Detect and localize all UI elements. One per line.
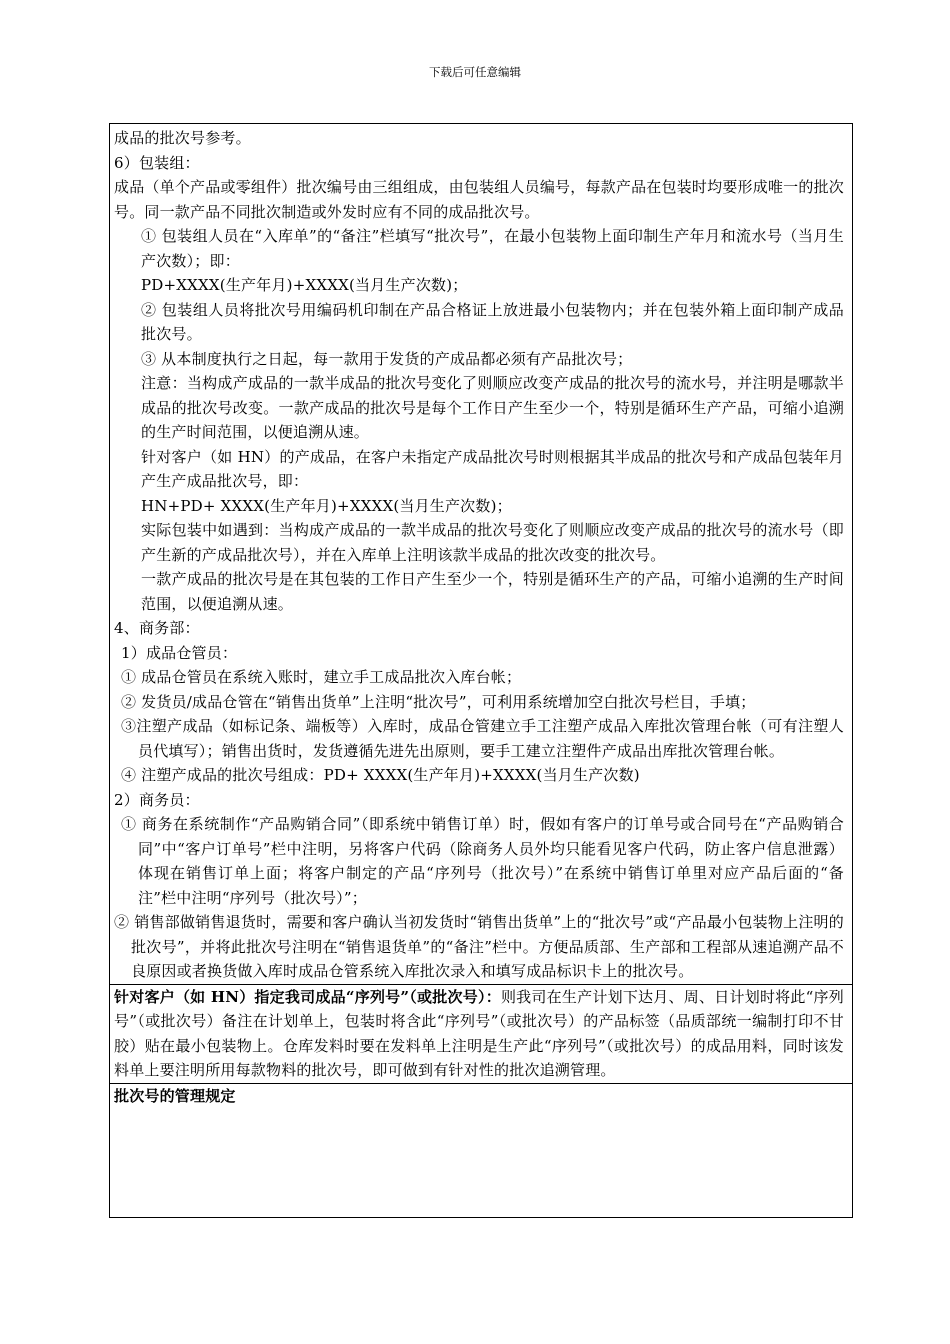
page-header: 下载后可任意编辑: [429, 65, 521, 79]
paragraph: ③ 从本制度执行之日起，每一款用于发货的产成品都必须有产品批次号；: [141, 349, 633, 368]
text-line: 成品的批次号参考。: [114, 129, 251, 147]
section-heading: 4、商务部：: [114, 619, 200, 637]
paragraph: 成品（单个产品或零组件）批次编号由三组组成，由包装组人员编号，每款产品在包装时均要形成唯一的批次号。同一款产品不同批次制造或外发时应有不同的成品批次号。: [114, 178, 844, 221]
list-item: ① 成品仓管员在系统入账时，建立手工成品批次入库台帐；: [121, 668, 522, 686]
note-paragraph: 注意：当构成产成品的一款半成品的批次号变化了则顺应改变产成品的批次号的流水号，并注明是哪款半成品的批次号改变。一款产成品的批次号是每个工作日产生至少一个，特别是循环生产产品，可缩小追溯的生产时间范围，以便追溯从速。: [141, 374, 844, 441]
subsection-heading: 2）商务员：: [114, 790, 200, 809]
subsection-heading: 1）成品仓管员：: [121, 643, 238, 662]
paragraph-body: 则我司在生产计划下达月、周、日计划时将此“序列号”（或批次号）备注在计划单上，包装时将含此“序列号”（或批次号）的产品标签（品质部统一编制打印不甘胶）贴在最小包装物上。仓库发料时要在发料单上注明是生产此“序列号”（或批次号）的成品用料，同时该发料单上要注明所用每款物料的批次号，即可做到有针对性的批次追溯管理。: [114, 987, 844, 1079]
list-item: ① 商务在系统制作“产品购销合同”（即系统中销售订单）时，假如有客户的订单号或合同号在“产品购销合同”中“客户订单号”栏中注明，另将客户代码（除商务人员外均只能看见客户代码，防止客户信息泄露）体现在销售订单上面；将客户制定的产品“序列号（批次号）”在系统中销售订单里对应产品后面的“备注”栏中注明“序列号（批次号）”；: [121, 815, 844, 907]
formula: PD+XXXX(生产年月)+XXXX(当月生产次数)；: [141, 276, 468, 294]
list-item: ② 销售部做销售退货时，需要和客户确认当初发货时“销售出货单”上的“批次号”或“产品最小包装物上注明的批次号”，并将此批次号注明在“销售退货单”的“备注”栏中。方便品质部、生产部和工程部从速追溯产品不良原因或者换货做入库时成品仓管系统入库批次录入和填写成品标识卡上的批次号。: [114, 913, 844, 980]
list-item: ② 发货员/成品仓管在“销售出货单”上注明“批次号”，可利用系统增加空白批次号栏目，手填；: [121, 692, 756, 711]
bold-lead: 针对客户（如 HN）指定我司成品“序列号”（或批次号）：: [114, 987, 501, 1006]
paragraph: ① 包装组人员在“入库单”的“备注”栏填写“批次号”，在最小包装物上面印制生产年月和流水号（当月生产次数）；即：: [141, 227, 844, 270]
paragraph: 针对客户（如 HN）的产成品，在客户未指定产成品批次号时则根据其半成品的批次号和产成品包装年月产生产成品批次号，即：: [141, 447, 844, 490]
list-item: ③注塑产成品（如标记条、端板等）入库时，成品仓管建立手工注塑产成品入库批次管理台帐（可有注塑人员代填写）；销售出货时，发货遵循先进先出原则，要手工建立注塑件产成品出库批次管理台帐。: [121, 717, 844, 760]
list-item: ④ 注塑产成品的批次号组成：PD+ XXXX(生产年月)+XXXX(当月生产次数): [121, 766, 640, 784]
section-heading: 6）包装组：: [114, 153, 200, 172]
paragraph: ② 包装组人员将批次号用编码机印制在产品合格证上放进最小包装物内；并在包装外箱上面印制产成品批次号。: [141, 300, 844, 343]
paragraph: [110, 984, 852, 1083]
content-box: [109, 123, 853, 1218]
formula: HN+PD+ XXXX(生产年月)+XXXX(当月生产次数)；: [141, 496, 512, 515]
paragraph: 一款产成品的批次号是在其包装的工作日产生至少一个，特别是循环生产的产品，可缩小追溯的生产时间范围，以便追溯从速。: [141, 570, 844, 613]
paragraph: 实际包装中如遇到：当构成产成品的一款半成品的批次号变化了则顺应改变产成品的批次号的流水号（即产生新的产成品批次号），并在入库单上注明该款半成品的批次改变的批次号。: [141, 521, 844, 564]
section-title: 批次号的管理规定: [110, 1083, 852, 1109]
